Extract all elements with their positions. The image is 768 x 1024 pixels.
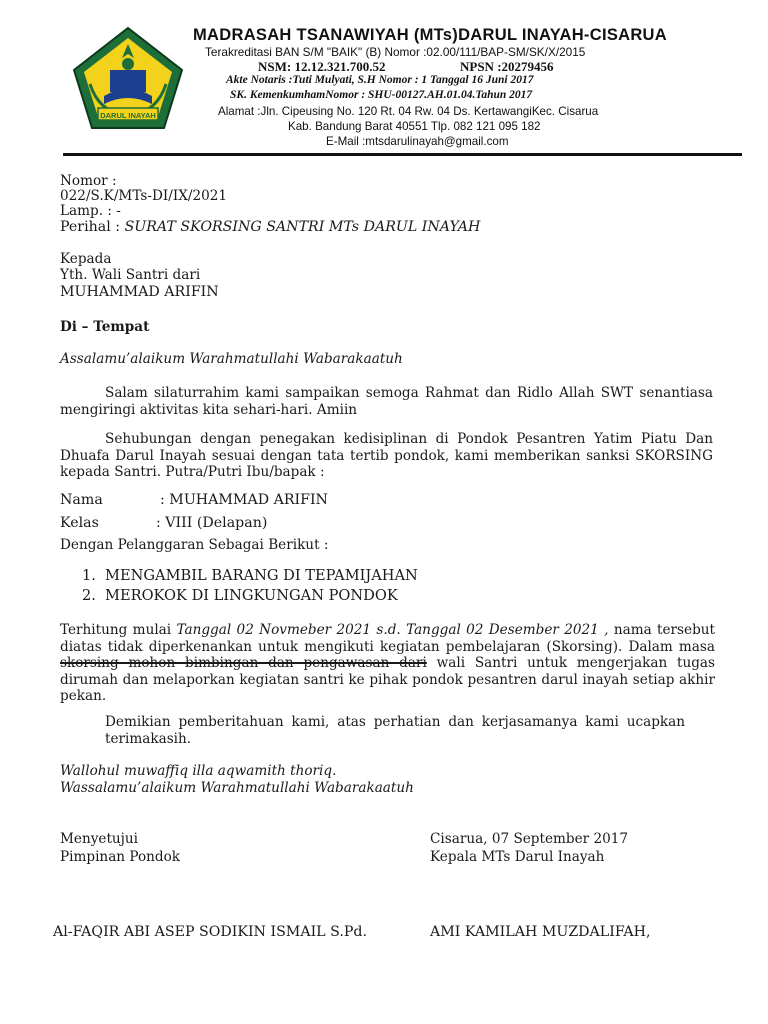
address-line-2: Kab. Bandung Barat 40551 Tlp. 082 121 095 182 [288, 120, 541, 133]
greeting: Assalamu’alaikum Warahmatullahi Wabarakaatuh [60, 351, 403, 367]
lampiran: Lamp. : - [60, 203, 121, 219]
kelas-label: Kelas [60, 515, 99, 531]
perihal-label: Perihal : [60, 219, 121, 235]
school-name: MADRASAH TSANAWIYAH (MTs)DARUL INAYAH-CISARUA [193, 26, 667, 44]
letterhead-divider [63, 153, 742, 156]
kepala-name: AMI KAMILAH MUZDALIFAH, [430, 924, 651, 940]
violation-item [82, 567, 418, 584]
pimpinan-name: Al-FAQIR ABI ASEP SODIKIN ISMAIL S.Pd. [53, 924, 367, 940]
violations-intro: Dengan Pelanggaran Sebagai Berikut : [60, 537, 329, 553]
notary-deed: Akte Notaris :Tuti Mulyati, S.H Nomor : 1 Tanggal 16 Juni 2017 [226, 74, 534, 86]
email-line: E-Mail :mtsdarulinayah@gmail.com [326, 135, 509, 148]
violation-text: MEROKOK DI LINGKUNGAN PONDOK [105, 587, 398, 604]
paragraph-4: Demikian pemberitahuan kami, atas perhatian dan kerjasamanya kami ucapkan terimakasih. [105, 714, 685, 747]
logo-caption: DARUL INAYAH [100, 111, 156, 120]
kepala-title: Kepala MTs Darul Inayah [430, 849, 605, 865]
violation-number: 1. [82, 567, 96, 584]
recipient-place: Di – Tempat [60, 319, 150, 335]
closing-line-1: Wallohul muwaffiq illa aqwamith thoriq. [60, 763, 337, 779]
perihal-value: SURAT SKORSING SANTRI MTs DARUL INAYAH [124, 219, 481, 235]
paragraph-3: Terhitung mulai Tanggal 02 Novmeber 2021 s.d. Tanggal 02 Desember 2021 , nama tersebut diatas tidak diperkenankan untuk mengikuti kegiatan pembelajaran (Skorsing). Dalam masa skorsing mohon bimbingan dan pengawasan dari wali Santri untuk mengerjakan tugas dirumah dan melaporkan kegiatan santri ke pihak pondok pesantren darul inayah setiap akhir pekan. [60, 622, 716, 704]
nomor-label: Nomor : [60, 173, 117, 189]
nama-value: : MUHAMMAD ARIFIN [160, 492, 328, 508]
violation-text: MENGAMBIL BARANG DI TEPAMIJAHAN [105, 567, 418, 584]
address-line-1: Alamat :Jln. Cipeusing No. 120 Rt. 04 Rw. 04 Ds. KertawangiKec. Cisarua [218, 105, 599, 118]
kemenkumham-decree: SK. KemenkumhamNomor : SHU-00127.AH.01.04.Tahun 2017 [230, 89, 533, 101]
perihal-row [60, 219, 480, 236]
nama-label: Nama [60, 492, 103, 508]
nomor-value: 022/S.K/MTs-DI/IX/2021 [60, 188, 228, 204]
pimpinan-title: Pimpinan Pondok [60, 849, 181, 865]
paragraph-2: Sehubungan dengan penegakan kedisiplinan di Pondok Pesantren Yatim Piatu Dan Dhuafa Darul Inayah sesuai dengan tata tertib pondok, kami memberikan sanksi SKORSING kepada Santri. Putra/Putri Ibu/bapak : [60, 431, 713, 480]
recipient-line: Yth. Wali Santri dari [60, 267, 201, 283]
paragraph-1: Salam silaturrahim kami sampaikan semoga Rahmat dan Ridlo Allah SWT senantiasa mengiringi aktivitas kita sehari-hari. Amiin [60, 385, 713, 418]
violation-number: 2. [82, 587, 96, 604]
approval-label: Menyetujui [60, 831, 138, 847]
kepada-label: Kepada [60, 251, 112, 267]
school-logo [68, 24, 188, 134]
recipient-name: MUHAMMAD ARIFIN [60, 284, 219, 300]
nsm-number: NSM: 12.12.321.700.52 [258, 59, 386, 74]
npsn-number: NPSN :20279456 [460, 59, 554, 74]
struck-text: skorsing mohon bimbingan dan pengawasan dari [60, 655, 427, 671]
kelas-value: : VIII (Delapan) [156, 515, 268, 531]
accreditation-line: Terakreditasi BAN S/M "BAIK" (B) Nomor :02.00/111/BAP-SM/SK/X/2015 [205, 45, 586, 59]
signing-date: Cisarua, 07 September 2017 [430, 831, 629, 847]
closing-line-2: Wassalamu’alaikum Warahmatullahi Wabarakaatuh [60, 780, 414, 796]
suspension-dates: Tanggal 02 Novmeber 2021 s.d. Tanggal 02 Desember 2021 , [176, 622, 609, 638]
violation-item [82, 587, 398, 604]
